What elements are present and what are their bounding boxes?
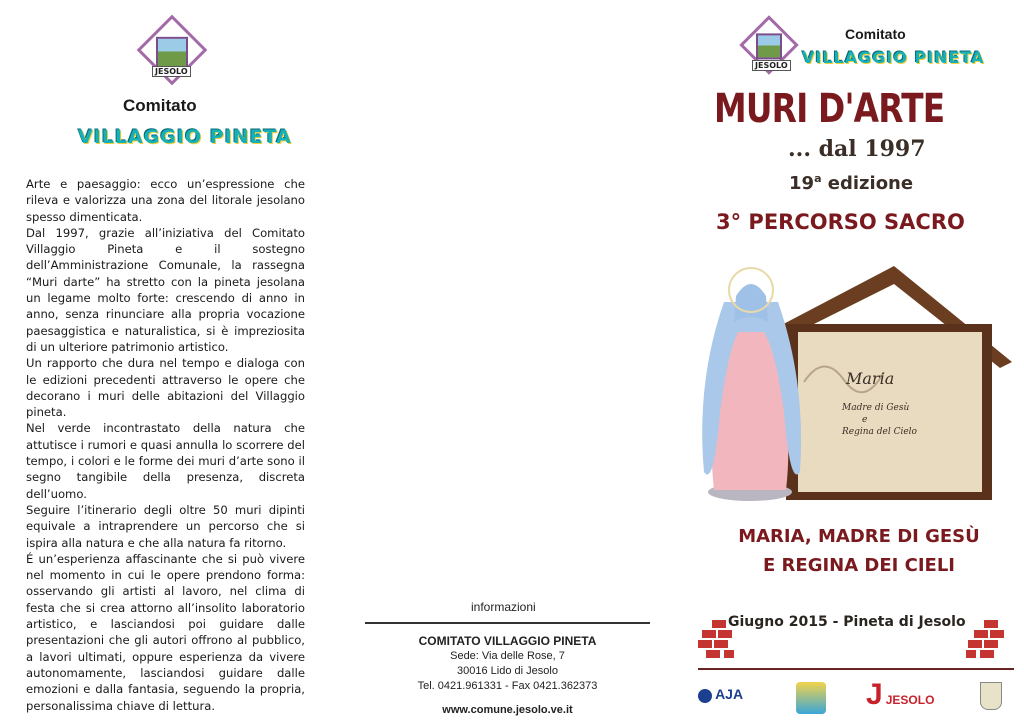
paragraph: Un rapporto che dura nel tempo e dialoga con le edizioni precedenti attraverso le opere che decorano i muri delle abitazioni del Villaggio pineta. <box>26 356 305 420</box>
paragraph: Dal 1997, grazie all’iniziativa del Comitato Villaggio Pineta e il sostegno dell’Amministrazione Comunale, la rassegna “Muri darte” ha stretto con la pineta jesolana un legame molto forte: crescendo di anno in anno, senza rinunciare alla propria vocazione paesaggistica e naturalistica, si è impreziosita di un ulteriore patrimonio artistico. <box>26 225 305 354</box>
right-panel <box>690 0 1024 725</box>
sponsor-aja <box>698 686 743 703</box>
sign-line-4: Regina del Cielo <box>842 427 917 437</box>
sign-line-1: Maria <box>846 369 895 388</box>
paragraph: Arte e paesaggio: ecco un’espressione che rileva e valorizza una zona del litorale jesolano spesso dimenticata. <box>26 177 305 224</box>
main-title: MURI D'ARTE <box>714 86 945 132</box>
since-year: ... dal 1997 <box>788 136 926 162</box>
sponsor-emblem-icon <box>796 682 826 714</box>
statue-veil <box>734 284 768 322</box>
address-line-2: 30016 Lido di Jesolo <box>457 665 558 677</box>
logo-label: JESOLO <box>152 66 191 77</box>
city-crest-icon <box>980 682 1002 710</box>
landscape-icon <box>756 33 782 59</box>
sign-line-2: Madre di Gesù <box>842 403 910 413</box>
info-divider <box>365 622 650 624</box>
subtitle-line-2: E REGINA DEI CIELI <box>762 555 956 576</box>
right-comitato: Comitato <box>845 26 906 42</box>
aja-label: AJA <box>715 686 744 702</box>
subtitle-line-1: MARIA, MADRE DI GESÙ <box>738 526 980 547</box>
left-body-text <box>26 176 305 714</box>
edition-sup: a <box>814 172 822 185</box>
logo-label: JESOLO <box>752 60 791 71</box>
paragraph: É un’esperienza affascinante che si può vivere nel momento in cui le opere prendono forma: osservando gli artisti al lavoro, nel clima di festa che si crea attorno all’insolito laboratorio artistico, e lasciandosi poi guidare dalle presentazioni che gli autori offrono al pubblico, a lavori ultimati, oppure esperienza da vivere autonomamente, lasciandosi guidare dalle emozioni e dalla fantasia, seguendo la propria, personalissima chiave di lettura. <box>26 551 305 713</box>
jesolo-j-icon: J <box>866 678 883 711</box>
address-line-1: Sede: Via delle Rose, 7 <box>450 650 565 662</box>
jesolo-label: JESOLO <box>885 693 935 707</box>
aja-logo-icon <box>698 689 712 703</box>
edition-number: 19 <box>789 173 815 194</box>
landscape-icon <box>156 37 188 69</box>
percorso-title: 3° PERCORSO SACRO <box>716 210 965 234</box>
middle-panel <box>350 0 680 725</box>
left-villaggio-pineta: VILLAGGIO PINETA <box>78 126 292 148</box>
brick-right-icon <box>966 620 1006 660</box>
sponsor-jesolo <box>866 680 934 710</box>
right-logo <box>740 16 800 76</box>
info-title: informazioni <box>471 600 536 614</box>
left-panel <box>0 0 330 725</box>
subtitle <box>700 522 1018 580</box>
paragraph: Nel verde incontrastato della natura che attutisce i rumori e quasi annulla lo scorrere del tempo, i colori e le forme dei muri d’arte sono il segno tangibile della presenza, discreta dell’uomo. <box>26 421 305 501</box>
phone-line: Tel. 0421.961331 - Fax 0421.362373 <box>417 680 598 692</box>
website-link[interactable]: www.comune.jesolo.ve.it <box>442 704 573 716</box>
date-place: Giugno 2015 - Pineta di Jesolo <box>728 614 966 630</box>
left-comitato: Comitato <box>123 96 197 115</box>
madonna-sign-illustration <box>694 262 1012 504</box>
right-villaggio-pineta: VILLAGGIO PINETA <box>802 48 985 67</box>
paragraph: Seguire l’itinerario degli oltre 50 muri dipinti equivale a intraprendere un percorso che si ispira alla natura e che alla natura fa ritorno. <box>26 502 305 550</box>
sign-line-3: e <box>862 415 868 425</box>
edition <box>789 172 913 194</box>
left-logo <box>140 18 204 82</box>
edition-word: edizione <box>827 173 914 194</box>
org-name: COMITATO VILLAGGIO PINETA <box>418 634 597 648</box>
bottom-divider <box>698 668 1014 670</box>
